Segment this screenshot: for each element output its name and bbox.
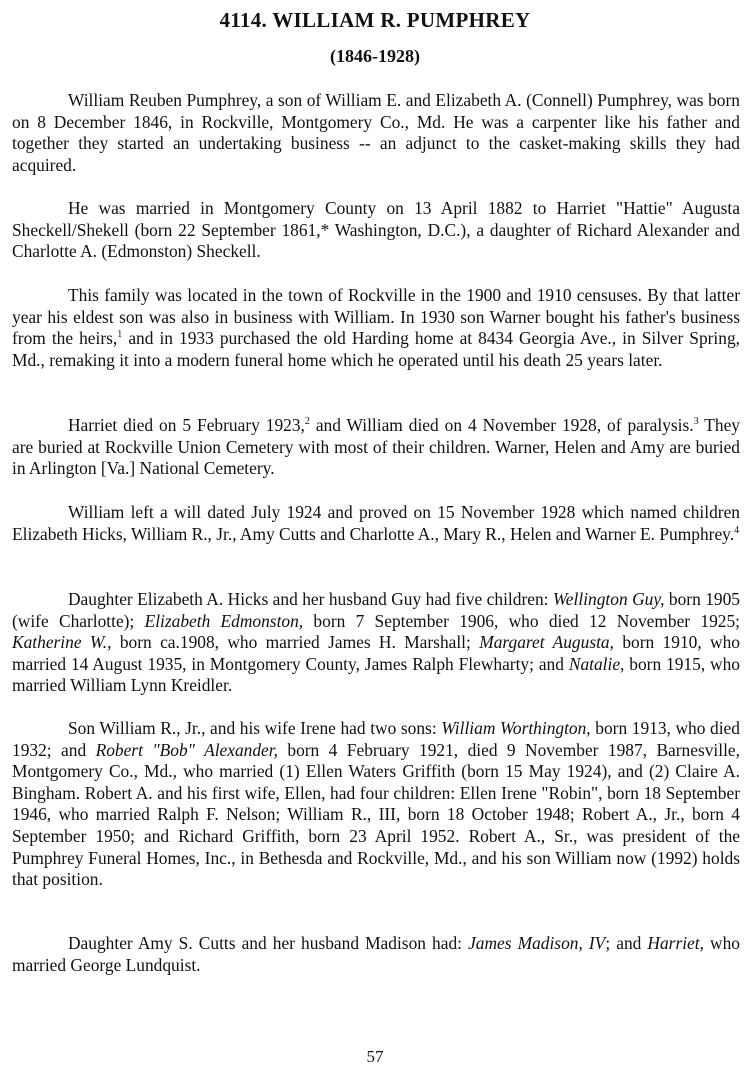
paragraph-6 — [12, 589, 740, 697]
paragraph-6-text-d: born ca.1908, who married James H. Marshall; — [111, 632, 480, 653]
page-title: 4114. WILLIAM R. PUMPHREY — [219, 8, 531, 32]
child-name-harriet: Harriet, — [647, 933, 704, 953]
paragraph-6-text-e: born 1910, who married 14 August 1935, in Montgomery County, James Ralph Flewharty; and — [12, 632, 740, 674]
paragraph-4-text-c: They are buried at Rockville Union Cemetery with most of their children. Warner, Helen and Amy are buried in Arlington [Va.] National Cemetery. — [12, 415, 740, 479]
footnote-ref-1: 1 — [117, 329, 123, 341]
footnote-ref-2: 2 — [304, 416, 310, 428]
child-name-james: James Madison, IV — [468, 933, 606, 953]
paragraph-6-text-a: Daughter Elizabeth A. Hicks and her husband Guy had five children: — [68, 589, 553, 609]
paragraph-3-text-a: This family was located in the town of Rockville in the 1900 and 1910 censuses. By that latter year his eldest son was also in business with William. In 1930 son Warner bought his father's business from the heirs, — [12, 285, 740, 349]
child-name-worthington: William Worthington, — [441, 718, 591, 738]
paragraph-6-text-f: born 1915, who married William Lynn Kreidler. — [12, 653, 741, 696]
child-name-wellington: Wellington Guy, — [552, 589, 665, 609]
paragraph-7 — [12, 718, 740, 891]
paragraph-7-text-b: born 1913, who died 1932; and — [12, 718, 740, 760]
paragraph-6-text-c: born 7 September 1906, who died 12 November 1925; — [303, 610, 740, 631]
paragraph-7-text-c: born 4 February 1921, died 9 November 1987, Barnesville, Montgomery Co., Md., who married (1) Ellen Waters Griffith (born 15 May 1924), and (2) Claire A. Bingham. Robert A. and his first wife, Ellen, had four children: Ellen Irene "Robin", born 18 September 1946, who married Ralph F. Nelson; William R., III, born 18 October 1948; Robert A., Jr., born 4 September 1950; and Richard Griffith, born 23 April 1952. Robert A., Sr., was president of the Pumphrey Funeral Homes, Inc., in Bethesda and Rockville, Md., and his son William now (1992) holds that position. — [12, 739, 740, 890]
paragraph-5-text: William left a will dated July 1924 and proved on 15 November 1928 which named children Elizabeth Hicks, William R., Jr., Amy Cutts and Charlotte A., Mary R., Helen and Warner E. Pumphrey. — [12, 502, 740, 544]
paragraph-4-text-b: and William died on 4 November 1928, of paralysis. — [309, 415, 694, 435]
paragraph-4-text-a: Harriet died on 5 February 1923, — [68, 415, 305, 435]
paragraph-8-text-c: who married George Lundquist. — [12, 933, 740, 975]
paragraph-8 — [12, 933, 740, 976]
paragraph-8-text-b: ; and — [605, 933, 648, 953]
paragraph-4 — [12, 415, 740, 480]
life-dates: (1846-1928) — [330, 46, 420, 66]
paragraph-1-text: William Reuben Pumphrey, a son of William E. and Elizabeth A. (Connell) Pumphrey, was born on 8 December 1846, in Rockville, Montgomery Co., Md. He was a carpenter like his father and together they started an undertaking business -- an adjunct to the casket-making skills they had acquired. — [12, 90, 740, 175]
paragraph-6-text-b: born 1905 (wife Charlotte); — [12, 589, 740, 631]
page-number: 57 — [366, 1047, 384, 1066]
paragraph-3 — [12, 285, 740, 371]
child-name-natalie: Natalie, — [568, 653, 625, 674]
child-name-katherine: Katherine W., — [12, 632, 112, 653]
paragraph-3-text-b: and in 1933 purchased the old Harding home at 8434 Georgia Ave., in Silver Spring, Md., remaking it into a modern funeral home which he operated until his death 25 years later. — [12, 328, 740, 370]
paragraph-7-text-a: Son William R., Jr., and his wife Irene had two sons: — [68, 718, 442, 738]
paragraph-8-text-a: Daughter Amy S. Cutts and her husband Madison had: — [68, 933, 469, 953]
paragraph-2 — [12, 198, 740, 263]
paragraph-5 — [12, 502, 740, 545]
paragraph-2-text: He was married in Montgomery County on 13 April 1882 to Harriet "Hattie" Augusta Sheckell/Shekell (born 22 September 1861,* Washington, D.C.), a daughter of Richard Alexander and Charlotte A. (Edmonston) Sheckell. — [12, 198, 740, 262]
footnote-ref-3: 3 — [693, 416, 699, 428]
paragraph-1 — [12, 90, 740, 176]
child-name-robert: Robert "Bob" Alexander, — [95, 739, 278, 760]
footnote-ref-4: 4 — [734, 524, 740, 536]
child-name-margaret: Margaret Augusta, — [479, 632, 614, 653]
child-name-elizabeth: Elizabeth Edmonston, — [144, 610, 304, 631]
